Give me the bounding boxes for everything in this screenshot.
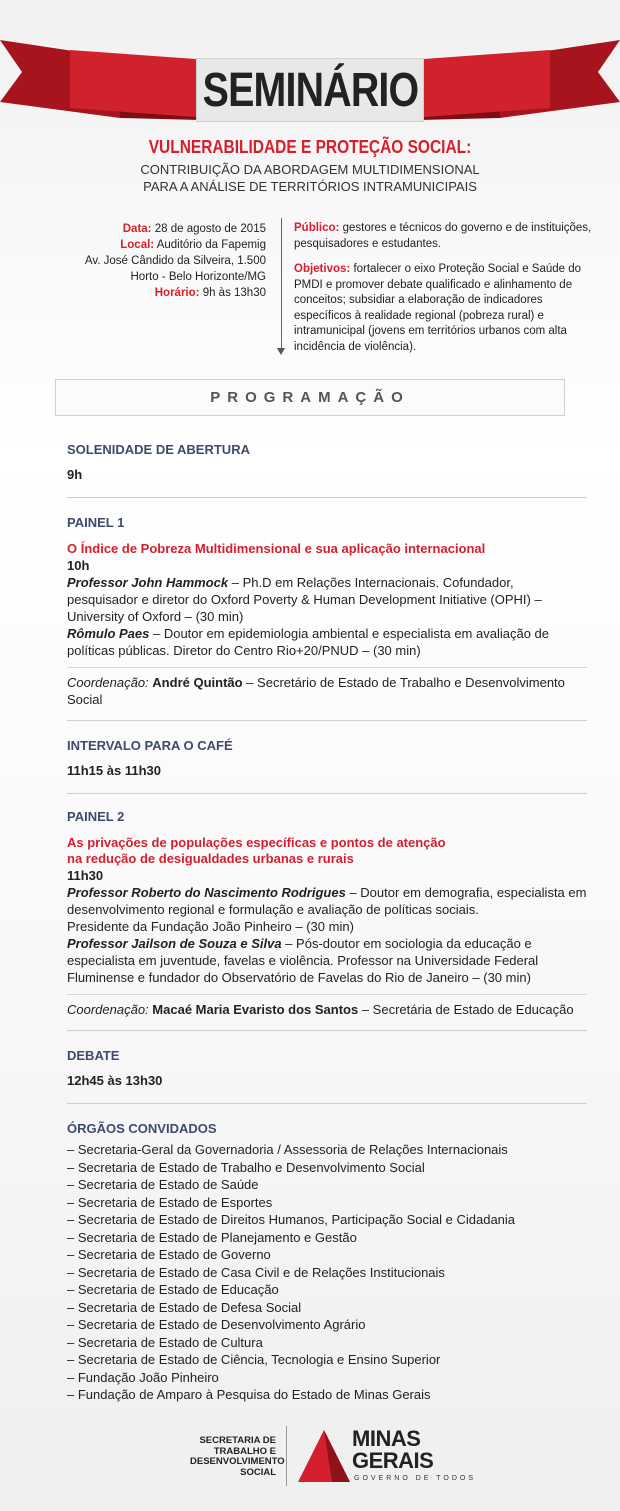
seminar-subtitle-detail — [0, 161, 620, 195]
speaker-bio-cont: University of Oxford – (30 min) — [67, 609, 244, 624]
subtitle-line-1: CONTRIBUIÇÃO DA ABORDAGEM MULTIDIMENSIONAL — [140, 162, 480, 177]
painel1-title: PAINEL 1 — [67, 515, 125, 530]
abertura-title: SOLENIDADE DE ABERTURA — [67, 442, 250, 457]
painel2-time: 11h30 — [67, 868, 104, 883]
painel2-talk-line-1: As privações de populações específicas e pontos de atenção — [67, 835, 446, 850]
debate-title: DEBATE — [67, 1048, 120, 1063]
speaker-bio: – Ph.D em Relações Internacionais. Cofundador, pesquisador e diretor do Oxford Poverty & Human Development Initiative (OPHI) – — [67, 575, 542, 607]
arrow-down-icon — [277, 348, 285, 355]
speaker-bio-cont: Presidente da Fundação João Pinheiro – (30 min) — [67, 919, 354, 934]
objetivos-value: fortalecer o eixo Proteção Social e Saúde do PMDI e promover debate qualificado e alinhamento de conceitos; subsidiar a elaboração de indicadores específicos à realidade regional (pobreza rural) e intramunicipal (jovens em territórios urbanos com alta incidência de violência). — [294, 263, 582, 353]
subtitle-line-2: PARA A ANÁLISE DE TERRITÓRIOS INTRAMUNICIPAIS — [143, 179, 477, 194]
painel2-speaker2 — [67, 935, 587, 986]
list-item: – Secretaria de Estado de Defesa Social — [67, 1299, 302, 1315]
speaker-bio: – Doutor em epidemiologia ambiental e especialista em avaliação de políticas públicas. Diretor do Centro Rio+20/PNUD – (30 min) — [67, 626, 549, 658]
list-item: – Secretaria de Estado de Casa Civil e de Relações Institucionais — [67, 1264, 445, 1280]
list-item: – Fundação de Amparo à Pesquisa do Estado de Minas Gerais — [67, 1387, 431, 1402]
program-content — [67, 442, 587, 1404]
list-item: – Secretaria de Estado de Planejamento e Gestão — [67, 1229, 357, 1245]
list-item: – Secretaria-Geral da Governadoria / Assessoria de Relações Internacionais — [67, 1142, 508, 1157]
minas-gerais-logo-line-2: GERAIS — [352, 1448, 434, 1473]
address-line-2: Horto - Belo Horizonte/MG — [130, 271, 266, 283]
programacao-header — [55, 379, 565, 416]
debate-time: 12h45 às 13h30 — [67, 1073, 163, 1088]
list-item: – Secretaria de Estado de Trabalho e Desenvolvimento Social — [67, 1159, 425, 1175]
painel2-title: PAINEL 2 — [67, 809, 125, 824]
painel2-speaker1 — [67, 884, 587, 935]
divider — [67, 1030, 587, 1031]
divider — [67, 1103, 587, 1104]
divider — [67, 793, 587, 794]
intervalo-time: 11h15 às 11h30 — [67, 763, 161, 778]
speaker-name: Professor John Hammock — [67, 575, 229, 590]
event-audience-objectives — [294, 221, 594, 365]
sec-logo-line-4: SOCIAL — [240, 1466, 276, 1478]
sec-logo-line-3: DESENVOLVIMENTO — [190, 1456, 285, 1467]
minas-gerais-tagline: GOVERNO DE TODOS — [354, 1475, 477, 1482]
local-label: Local: — [120, 239, 155, 251]
ribbon-right-band — [410, 50, 550, 118]
intervalo-title: INTERVALO PARA O CAFÉ — [67, 738, 233, 753]
horario-label: Horário: — [154, 287, 200, 299]
vertical-divider — [281, 218, 282, 350]
ribbon-left-band — [70, 50, 210, 118]
abertura-time: 9h — [67, 467, 83, 482]
coord-role: – Secretário de Estado de Trabalho e Desenvolvimento Social — [67, 675, 565, 707]
sec-logo-line-2: TRABALHO E — [213, 1445, 276, 1457]
local-value: Auditório da Fapemig — [156, 239, 266, 251]
title-box — [196, 58, 424, 122]
orgaos-title: ÓRGÃOS CONVIDADOS — [67, 1121, 217, 1136]
speaker-name: Rômulo Paes — [67, 626, 150, 641]
list-item: – Secretaria de Estado de Educação — [67, 1282, 279, 1297]
painel1-speaker2 — [67, 625, 587, 659]
speaker-bio: – Doutor em demografia, especialista em desenvolvimento regional e formulação e avaliação de políticas sociais. — [67, 885, 587, 917]
minas-gerais-logo-line-1: MINAS — [352, 1426, 421, 1451]
objetivos-label: Objetivos: — [294, 263, 351, 275]
secretaria-logo — [190, 1435, 285, 1478]
sec-logo-line-1: SECRETARIA DE — [199, 1435, 276, 1446]
speaker-bio: – Pós-doutor em sociologia da educação e especialista em juventude, favelas e violência. Professor na Universidade Federal Fluminense e fundador do Observatório de Favelas do Rio de Janeiro – (30 min) — [67, 936, 539, 985]
coord-name: Macaé Maria Evaristo dos Santos — [152, 1002, 359, 1017]
painel2-talk-line-2: na redução de desigualdades urbanas e rurais — [67, 851, 354, 866]
divider — [67, 720, 587, 721]
divider — [67, 667, 587, 668]
coord-role: – Secretária de Estado de Educação — [361, 1002, 574, 1017]
coord-label: Coordenação: — [67, 1002, 149, 1017]
list-item: – Secretaria de Estado de Governo — [67, 1247, 271, 1262]
publico-value: gestores e técnicos do governo e de instituições, pesquisadores e estudantes. — [294, 222, 592, 250]
list-item: – Secretaria de Estado de Direitos Humanos, Participação Social e Cidadania — [67, 1212, 516, 1227]
speaker-name: Professor Jailson de Souza e Silva — [67, 936, 282, 951]
list-item: – Secretaria de Estado de Desenvolvimento Agrário — [67, 1317, 366, 1332]
coord-label: Coordenação: — [67, 675, 149, 690]
painel1-time: 10h — [67, 558, 90, 573]
divider — [67, 994, 587, 995]
seminar-subtitle: VULNERABILIDADE E PROTEÇÃO SOCIAL: — [148, 137, 472, 157]
address-line-1: Av. José Cândido da Silveira, 1.500 — [84, 255, 266, 267]
painel1-coordination — [67, 674, 587, 708]
footer-divider — [286, 1426, 287, 1486]
list-item: – Fundação João Pinheiro — [67, 1369, 219, 1385]
programacao-title: PROGRAMAÇÃO — [210, 389, 410, 406]
painel1-speaker1 — [67, 574, 587, 625]
page-title: SEMINÁRIO — [202, 63, 418, 117]
coord-name: André Quintão — [152, 675, 243, 690]
event-details — [60, 221, 266, 301]
date-value: 28 de agosto de 2015 — [154, 223, 266, 235]
speaker-name: Professor Roberto do Nascimento Rodrigues — [67, 885, 346, 900]
list-item: – Secretaria de Estado de Cultura — [67, 1334, 263, 1350]
list-item: – Secretaria de Estado de Ciência, Tecnologia e Ensino Superior — [67, 1352, 441, 1367]
list-item: – Secretaria de Estado de Esportes — [67, 1194, 273, 1210]
divider — [67, 497, 587, 498]
list-item: – Secretaria de Estado de Saúde — [67, 1177, 259, 1192]
publico-label: Público: — [294, 222, 340, 234]
horario-value: 9h às 13h30 — [202, 287, 266, 299]
painel1-talk: O Índice de Pobreza Multidimensional e sua aplicação internacional — [67, 541, 486, 556]
painel2-coordination — [67, 1001, 587, 1018]
date-label: Data: — [122, 223, 152, 235]
orgaos-list — [67, 1141, 587, 1404]
